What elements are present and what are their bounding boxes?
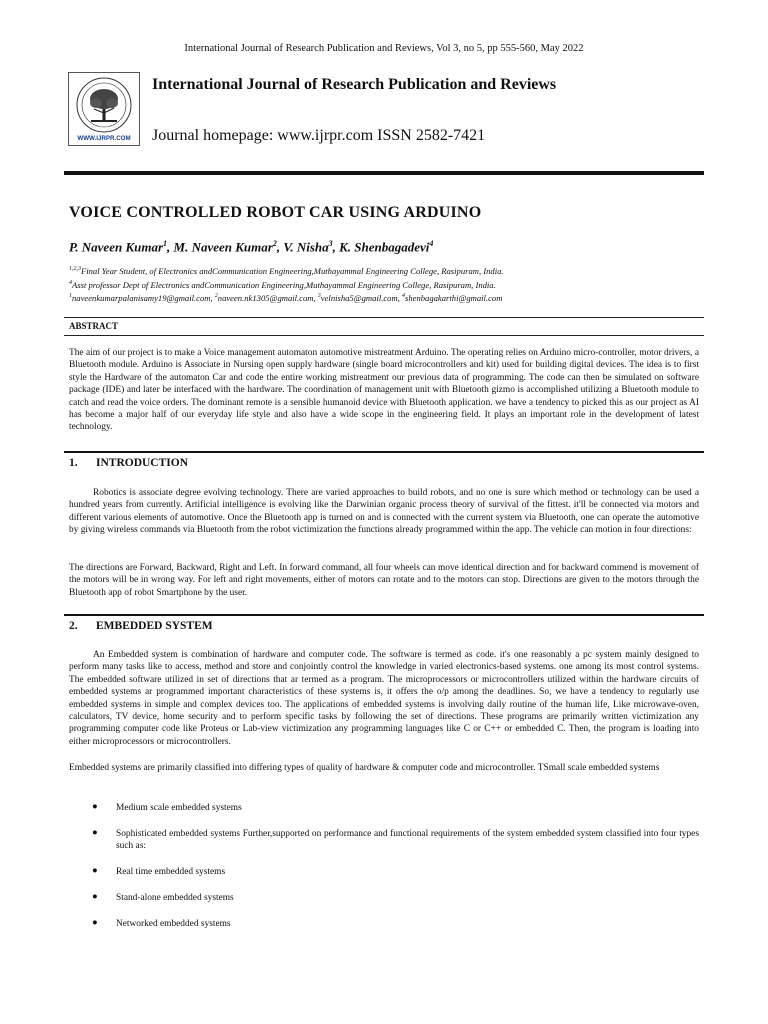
author-sep: , xyxy=(276,239,284,255)
abstract-text: The aim of our project is to make a Voice management automaton automotive mistreatment Arduino. The operating relies on Arduino micro-controller, motor drivers, a Bluetooth module. Arduino is Associate in Nursing open supply hardware (single board microcontrollers and kit) used for building digital devices. The idea is to first style the Hardware of the automaton Car and code the entire working mistreatment our previous data of programming. The code can then be simulated on software package (IDE) and later be interfaced with the hardware. The coordination of management unit with Bluetooth gizmo is accomplished utilizing a Bluetooth module to catch and read the voice orders. The dominant remote is a sensible humanoid device with Bluetooth application. we have a tendency to picked this as our project as AI has become a major half of our everyday life style and also have a wide scope in the engineering field. It plays an important role in the development of latest technology. xyxy=(69,348,699,433)
bullet-item: Medium scale embedded systems xyxy=(116,803,242,813)
journal-logo xyxy=(68,72,140,146)
section-rule xyxy=(64,614,704,616)
abstract-top-rule xyxy=(64,317,704,318)
bullet-dot: ● xyxy=(92,828,98,838)
section-title: INTRODUCTION xyxy=(96,457,189,469)
section-heading-embedded-system xyxy=(69,620,213,632)
author-sup: 2 xyxy=(272,239,277,248)
bullet-item: Stand-alone embedded systems xyxy=(116,893,234,903)
author-sep: , xyxy=(332,239,340,255)
author-sep: , xyxy=(167,239,174,255)
email-text[interactable]: velnisha5@gmail.com, xyxy=(320,293,402,303)
intro-paragraph-2: The directions are Forward, Backward, Right and Left. In forward command, all four wheels can move identical direction and for backward commend is movement of the motors will be in wrong way. For left and right movements, either of motors can rotate and to the motors can stop. Directions are given to the motors through the Bluetooth app of robot Smartphone by the user. xyxy=(69,563,699,598)
email-sup: 4 xyxy=(401,293,405,300)
journal-homepage: Journal homepage: www.ijrpr.com ISSN 2582-7421 xyxy=(152,127,486,144)
section-number: 1. xyxy=(69,457,78,469)
affiliation-sup: 4 xyxy=(69,280,72,287)
email-line xyxy=(69,293,502,303)
bullet-dot: ● xyxy=(92,892,98,902)
author-name: V. Nisha xyxy=(283,239,329,255)
running-head: International Journal of Research Publication and Reviews, Vol 3, no 5, pp 555-560, May 2022 xyxy=(184,43,584,54)
bullet-dot: ● xyxy=(92,866,98,876)
section-title: EMBEDDED SYSTEM xyxy=(96,620,213,632)
paper-title: VOICE CONTROLLED ROBOT CAR USING ARDUINO xyxy=(69,204,482,221)
email-sup: 2 xyxy=(214,293,218,300)
intro-paragraph-1: Robotics is associate degree evolving technology. There are varied approaches to build robots, and no one is sure which method or technology can be used a hundred years from currently. Artificial intelligence is evolving like the Darwinian organic process theory of survival of the fittest. it'll be connected via motors and different various elements of automotive. Once the Bluetooth app is turned on and is connected with the current system via Bluetooth, one can operate the automotive by giving wireless commands via Bluetooth from the robot victimization the functions already programmed within the app. The vehicle can motion in four directions: xyxy=(69,488,699,536)
bullet-item: Sophisticated embedded systems Further,supported on performance and functional requirements of the system embedded system classified into four types such as: xyxy=(116,829,699,852)
author-name: K. Shenbagadevi xyxy=(339,239,430,255)
affiliation-1 xyxy=(69,266,504,276)
bullet-item: Real time embedded systems xyxy=(116,867,226,877)
author-name: P. Naveen Kumar xyxy=(69,239,164,255)
email-sup: 1 xyxy=(69,293,72,300)
affiliation-sup: 1,2,3 xyxy=(69,266,81,273)
email-sup: 3 xyxy=(317,293,321,300)
section-number: 2. xyxy=(69,620,78,632)
section-heading-introduction xyxy=(69,457,188,469)
section-rule xyxy=(64,451,704,453)
email-text[interactable]: naveen.nk1305@gmail.com, xyxy=(217,293,318,303)
author-name: M. Naveen Kumar xyxy=(173,239,273,255)
author-sup: 3 xyxy=(328,239,333,248)
embedded-paragraph-1: An Embedded system is combination of hardware and computer code. The software is termed as code. it's one reasonably a pc system mainly designed to perform many tasks like to access, method and store and conjointly control the knowledge in varied electronics-based systems. one among its most control systems. The embedded software utilized in set of directions that ar termed as a program. The microprocessors or microcontrollers utilized within the hardware circuits of embedded systems ar programmed important characteristics of these systems is, it offers the o/p among the deadlines. So, we have a tendency to regularly use embedded systems in simple and complex devices too. The applications of embedded systems is involving daily routine of the human life, Like microwave-oven, calculators, TV device, home security and to perform specific tasks by following the set of directions. These programs are primarily written victimization any programming computer code like Proteus or Lab-view victimization any programming languages like C or C++ or embedded C. Then, the program is loading into either microprocessors or microcontrollers. xyxy=(69,650,699,747)
header-rule xyxy=(64,171,704,175)
journal-title: International Journal of Research Publication and Reviews xyxy=(152,76,557,93)
logo-url-text: WWW.IJRPR.COM xyxy=(77,135,131,142)
abstract-heading: ABSTRACT xyxy=(69,321,119,331)
affiliation-text: Final Year Student, of Electronics andCommunication Engineering,Muthayammal Engineering College, Rasipuram, India. xyxy=(81,266,504,276)
bullet-dot: ● xyxy=(92,802,98,812)
bullet-item: Networked embedded systems xyxy=(116,919,231,929)
email-text[interactable]: naveenkumarpalanisamy19@gmail.com, xyxy=(72,293,215,303)
affiliation-2 xyxy=(69,280,496,290)
author-list xyxy=(69,239,433,255)
affiliation-text: Asst professor Dept of Electronics andCommunication Engineering,Muthayammal Engineering College, Rasipuram, India. xyxy=(72,280,496,290)
author-sup: 1 xyxy=(163,239,168,248)
email-text[interactable]: shenbagakarthi@gmail.com xyxy=(404,293,503,303)
embedded-paragraph-2: Embedded systems are primarily classified into differing types of quality of hardware & computer code and microcontroller. TSmall scale embedded systems xyxy=(69,763,660,773)
author-sup: 4 xyxy=(429,239,434,248)
abstract-heading-rule xyxy=(64,335,704,336)
bullet-dot: ● xyxy=(92,918,98,928)
